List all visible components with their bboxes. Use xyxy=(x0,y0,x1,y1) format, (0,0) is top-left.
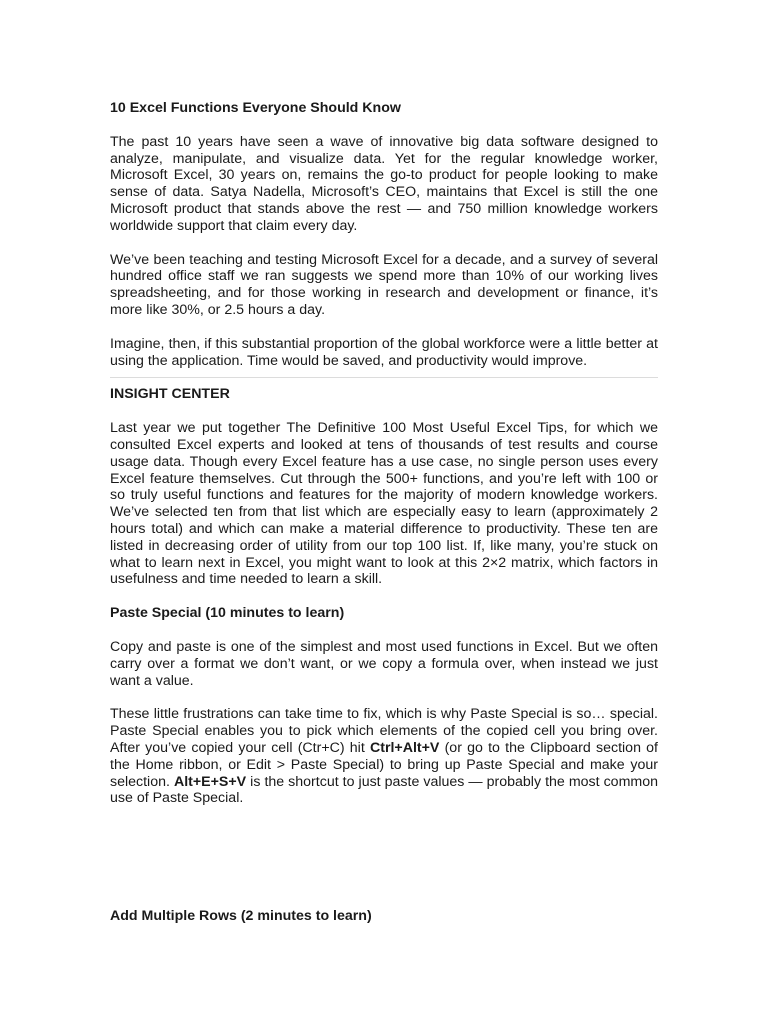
paste-special-text-3: is the shortcut to just paste values — probably the most common use of Paste Special. xyxy=(110,773,658,807)
paste-special-heading: Paste Special (10 minutes to learn) xyxy=(110,605,345,622)
document-title: 10 Excel Functions Everyone Should Know xyxy=(110,100,401,116)
insight-paragraph: Last year we put together The Definitive 100 Most Useful Excel Tips, for which we consulted Excel experts and looked at tens of thousands of test results and course usage data. Though every Excel feature has a use case, no single person uses every Excel feature themselves. Cut through the 500+ functions, and you’re left with 100 or so truly useful functions and features for the majority of modern knowledge workers. We’ve selected ten from that list which are especially easy to learn (approximately 2 hours total) and which can make a material difference to productivity. These ten are listed in decreasing order of utility from our top 100 list. If, like many, you’re stuck on what to learn next in Excel, you might want to look at this 2×2 matrix, which factors in usefulness and time needed to learn a skill. xyxy=(110,420,658,588)
document-page xyxy=(110,100,658,924)
add-multiple-rows-heading: Add Multiple Rows (2 minutes to learn) xyxy=(110,908,372,924)
shortcut-alt-e-s-v: Alt+E+S+V xyxy=(173,773,247,790)
paste-special-paragraph-1: Copy and paste is one of the simplest and most used functions in Excel. But we often carry over a format we don’t want, or we copy a formula over, when instead we just want a value. xyxy=(110,638,658,689)
intro-paragraph-2: We’ve been teaching and testing Microsoft Excel for a decade, and a survey of several hundred office staff we ran suggests we spend more than 10% of our working lives spreadsheeting, and for those working in research and development or finance, it’s more like 30%, or 2.5 hours a day. xyxy=(110,251,658,318)
paste-special-text-1: These little frustrations can take time to fix, which is why Paste Special is so… special. Paste Special enables you to pick which elements of the copied cell you bring over. After you’ve copied your cell (Ctr+C) hit xyxy=(110,706,658,756)
paste-special-paragraph-2 xyxy=(110,706,658,807)
intro-paragraph-1: The past 10 years have seen a wave of innovative big data software designed to analyze, manipulate, and visualize data. Yet for the regular knowledge worker, Microsoft Excel, 30 years on, remains the go-to product for people looking to make sense of data. Satya Nadella, Microsoft’s CEO, maintains that Excel is still the one Microsoft product that stands above the rest — and 750 million knowledge workers worldwide support that claim every day. xyxy=(110,133,658,234)
section-divider xyxy=(110,377,658,378)
intro-paragraph-3: Imagine, then, if this substantial proportion of the global workforce were a little better at using the application. Time would be saved, and productivity would improve. xyxy=(110,335,658,369)
insight-center-heading: INSIGHT CENTER xyxy=(110,386,230,403)
shortcut-ctrl-alt-v: Ctrl+Alt+V xyxy=(369,739,440,756)
paste-special-text-2: (or go to the Clipboard section of the Home ribbon, or Edit > Paste Special) to bring up Paste Special and make your selection. xyxy=(110,739,658,790)
